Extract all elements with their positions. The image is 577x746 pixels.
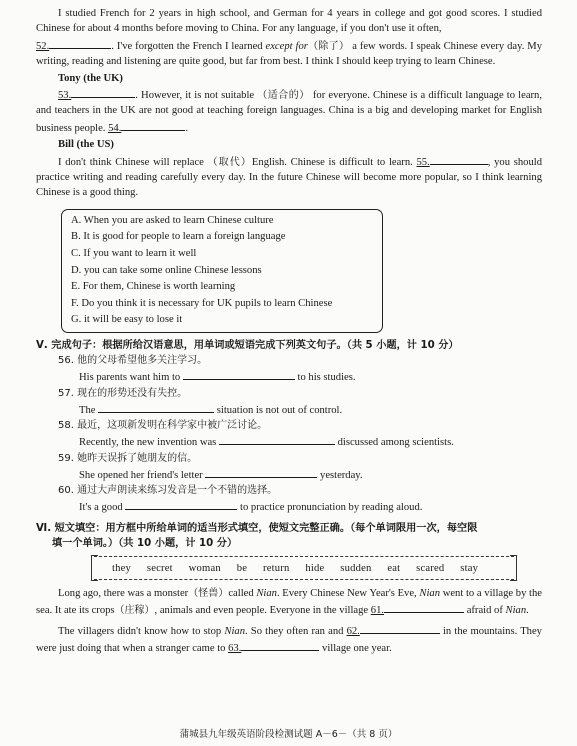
paragraph-french: I studied French for 2 years in high school, and German for 4 years in college and got good scores. I studied Chinese for about 4 months before moving to China. For any language, if you don't use it often, 52. . I've forgotten the French I learned except for（除了） a few words. I speak Chinese every day. My writing, reading and listening are quite good, but far from best. I think I should keep trying to learn Chinese. xyxy=(36,8,543,68)
options-box xyxy=(61,209,383,333)
answer-line-57: The situation is not out of control. xyxy=(36,401,542,419)
word-bank-item: they xyxy=(112,562,132,574)
question-57: 57. 现在的形势还没有失控。 xyxy=(58,387,188,399)
question-58: 58. 最近，这项新发明在科学家中被广泛讨论。 xyxy=(58,420,268,432)
blank-number-55: 55. xyxy=(416,156,430,168)
word-bank-item: hide xyxy=(305,562,325,574)
paragraph-nian-1: Long ago, there was a monster（怪兽）called Nian. Every Chinese New Year's Eve, Nian went to a village by the sea. It ate its crops（庄稼）, animals and even people. Everyone in the village 61. afraid of Nian. xyxy=(36,587,543,617)
answer-line-56: His parents want him to to his studies. xyxy=(36,368,542,386)
option-f: F. Do you think it is necessary for UK pupils to learn Chinese xyxy=(71,297,333,309)
answer-blank-60[interactable] xyxy=(125,498,237,510)
section-v-title: Ⅴ. 完成句子：根据所给汉语意思，用单词或短语完成下列英文句子。（共 5 小题，计 10 分） xyxy=(36,340,459,352)
answer-blank-61[interactable] xyxy=(384,601,464,613)
speaker-tony: Tony (the UK) xyxy=(58,72,123,84)
answer-blank-52[interactable] xyxy=(49,37,111,49)
word-bank-item: sudden xyxy=(340,562,372,574)
word-bank-item: be xyxy=(236,562,248,574)
blank-number-53: 53. xyxy=(58,90,72,102)
answer-line-58: Recently, the new invention was discussed among scientists. xyxy=(36,433,542,451)
answer-blank-63[interactable] xyxy=(241,639,319,651)
question-60: 60. 通过大声朗读来练习发音是一个不错的选择。 xyxy=(58,485,278,497)
answer-blank-55[interactable] xyxy=(430,153,488,165)
section-vi-title-line2: 填一个单词。）（共 10 小题，计 10 分） xyxy=(52,537,238,549)
answer-line-60: It's a good to practice pronunciation by reading aloud. xyxy=(36,498,542,516)
blank-number-63: 63. xyxy=(228,643,242,655)
blank-number-61: 61. xyxy=(370,605,385,617)
paragraph-tony: 53. . However, it is not suitable （适合的） for everyone. Chinese is a difficult language to learn, and teachers in the UK are not good at teaching foreign languages. China is a big and developing market for English business people. 54. . xyxy=(36,86,542,136)
option-a: A. When you are asked to learn Chinese culture xyxy=(71,214,274,226)
word-bank-box xyxy=(94,556,514,580)
word-bank-item: woman xyxy=(188,562,221,574)
question-59: 59. 她昨天误拆了她朋友的信。 xyxy=(58,452,198,464)
word-bank-item: eat xyxy=(387,562,401,574)
option-d: D. you can take some online Chinese lessons xyxy=(71,264,262,276)
blank-number-52: 52. xyxy=(36,40,50,52)
section-vi-title: Ⅵ. 短文填空：用方框中所给单词的适当形式填空，使短文完整正确。（每个单词限用一次，每空限 xyxy=(36,522,478,534)
page-footer: 蒲城县九年级英语阶段检测试题 A－6－（共 8 页） xyxy=(179,728,398,740)
word-bank-item: stay xyxy=(460,562,479,574)
answer-line-59: She opened her friend's letter yesterday. xyxy=(36,466,542,484)
option-e: E. For them, Chinese is worth learning xyxy=(71,281,236,293)
speaker-bill: Bill (the US) xyxy=(58,139,114,151)
paragraph-nian-2: The villagers didn't know how to stop Nian. So they often ran and 62. in the mountains. They were just doing that when a stranger came to 63. village one year. xyxy=(36,622,542,657)
answer-blank-56[interactable] xyxy=(183,368,295,380)
option-c: C. If you want to learn it well xyxy=(71,248,197,260)
answer-blank-57[interactable] xyxy=(98,401,214,413)
answer-blank-59[interactable] xyxy=(205,466,317,478)
answer-blank-62[interactable] xyxy=(360,622,440,634)
word-bank-item: scared xyxy=(416,562,445,574)
answer-blank-58[interactable] xyxy=(219,433,335,445)
blank-number-62: 62. xyxy=(346,625,360,637)
word-bank-item: return xyxy=(262,562,290,574)
paragraph-bill: I don't think Chinese will replace （取代）English. Chinese is difficult to learn. 55. , you should practice writing and reading carefully every day. In the future Chinese will become more popular, so I think learning Chinese is a good thing. xyxy=(36,153,542,201)
answer-blank-54[interactable] xyxy=(121,119,185,131)
option-g: G. it will be easy to lose it xyxy=(71,314,183,326)
word-bank-item: secret xyxy=(146,562,173,574)
question-56: 56. 他的父母希望他多关注学习。 xyxy=(58,355,208,367)
option-b: B. It is good for people to learn a foreign language xyxy=(71,231,286,243)
blank-number-54: 54. xyxy=(108,122,122,134)
answer-blank-53[interactable] xyxy=(71,86,135,98)
